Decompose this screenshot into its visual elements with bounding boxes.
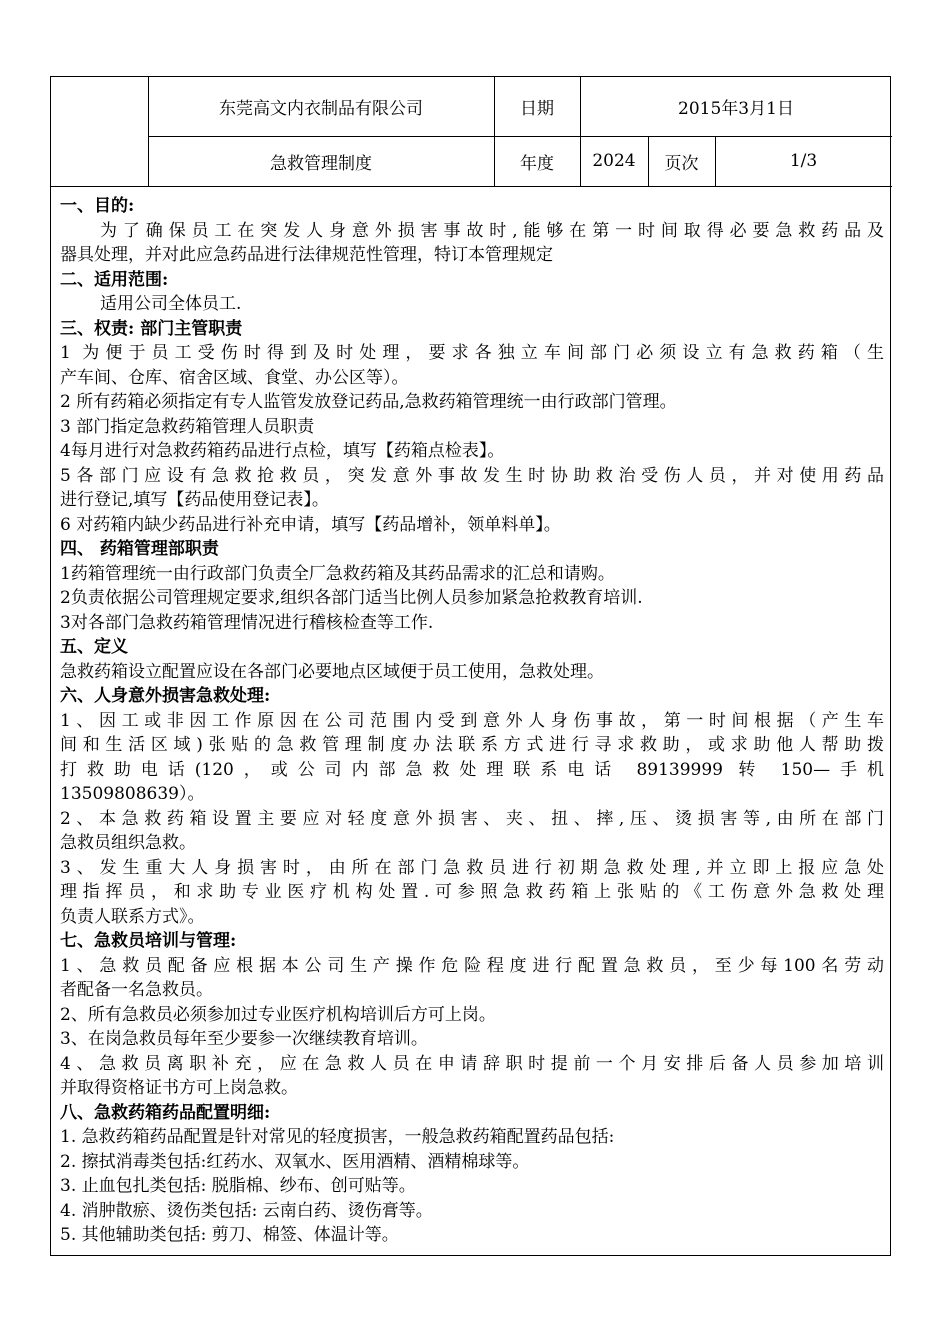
body-line: 并取得资格证书方可上岗急救。 [60,1078,298,1098]
body-line: 3 部门指定急救药箱管理人员职责 [60,416,315,437]
body-line: 3、在岗急救员每年至少要参一次继续教育培训。 [60,1029,428,1049]
body-line: 1药箱管理统一由行政部门负责全厂急救药箱及其药品需求的汇总和请购。 [60,563,615,584]
body-line: 者配备一名急救员。 [60,980,213,1000]
document-body [60,194,884,1248]
body-line: 2 所有药箱必须指定有专人监管发放登记药品,急救药箱管理统一由行政部门管理。 [60,392,677,412]
body-line: 2负责依据公司管理规定要求,组织各部门适当比例人员参加紧急抢救教育培训. [60,588,643,608]
body-line: 1、急救员配备应根据本公司生产操作危险程度进行配置急救员，至少每100名劳动 [60,955,884,976]
body-line: 2、所有急救员必须参加过专业医疗机构培训后方可上岗。 [60,1004,496,1025]
section-heading: 二、适用范围: [60,269,169,290]
body-line: 4. 消肿散瘀、烫伤类包括: 云南白药、烫伤膏等。 [60,1200,433,1221]
body-line: 6 对药箱内缺少药品进行补充申请，填写【药品增补，领单料单】。 [60,514,561,535]
body-line: 2、本急救药箱设置主要应对轻度意外损害、夹、扭、摔,压、烫损害等,由所在部门 [60,808,884,829]
section-heading: 四、 药箱管理部职责 [60,539,219,559]
body-line: 间和生活区域)张贴的急救管理制度办法联系方式进行寻求救助，或求助他人帮助拨 [60,735,884,755]
body-line: 1、因工或非因工作原因在公司范围内受到意外人身伤事故，第一时间根据（产生车 [60,710,884,731]
body-line: 为了确保员工在突发人身意外损害事故时,能够在第一时间取得必要急救药品及 [100,220,884,241]
company-name: 东莞高文内衣制品有限公司 [219,99,423,119]
section-heading: 七、急救员培训与管理: [60,931,237,951]
section-heading: 八、急救药箱药品配置明细: [60,1102,271,1123]
body-line: 3、发生重大人身损害时，由所在部门急救员进行初期急救处理,并立即上报应急处 [60,857,884,878]
page-value: 1/3 [789,151,818,171]
section-heading: 六、人身意外损害急救处理: [60,686,271,706]
body-line: 5. 其他辅助类包括: 剪刀、棉签、体温计等。 [60,1225,399,1245]
section-heading: 五、定义 [60,637,128,657]
year-value: 2024 [592,151,636,171]
body-line: 器具处理，并对此应急药品进行法律规范性管理，特订本管理规定 [60,245,553,265]
document-title: 急救管理制度 [270,153,372,174]
body-line: 急救药箱设立配置应设在各部门必要地点区域便于员工使用，急救处理。 [60,661,604,682]
body-line: 进行登记,填写【药品使用登记表】。 [60,490,329,510]
body-line: 适用公司全体员工. [100,294,242,314]
section-heading: 三、权责: 部门主管职责 [60,318,243,339]
body-line: 急救员组织急救。 [60,833,196,853]
body-line: 5各部门应设有急救抢救员，突发意外事故发生时协助救治受伤人员，并对使用药品 [60,465,884,486]
year-label: 年度 [520,153,554,174]
page-label: 页次 [664,153,699,174]
body-line: 4、急救员离职补充，应在急救人员在申请辞职时提前一个月安排后备人员参加培训 [60,1053,884,1074]
body-line: 产车间、仓库、宿舍区域、食堂、办公区等）。 [60,367,409,388]
date-value: 2015年3月1日 [678,99,794,119]
body-line: 1. 急救药箱药品配置是针对常见的轻度损害，一般急救药箱配置药品包括: [60,1127,615,1147]
body-line: 3对各部门急救药箱管理情况进行稽核检查等工作. [60,612,434,633]
header-divider [51,186,892,187]
date-label: 日期 [520,99,554,119]
body-line: 负责人联系方式》。 [60,906,205,927]
body-line: 打救助电话(120，或公司内部急救处理联系电话 89139999 转 150—手机 [60,759,884,780]
body-line: 4每月进行对急救药箱药品进行点检，填写【药箱点检表】。 [60,441,505,461]
body-line: 2. 擦拭消毒类包括:红药水、双氧水、医用酒精、酒精棉球等。 [60,1151,530,1172]
body-line: 理指挥员，和求助专业医疗机构处置.可参照急救药箱上张贴的《工伤意外急救处理 [60,882,884,902]
section-heading: 一、目的: [60,196,135,216]
body-line: 1 为便于员工受伤时得到及时处理，要求各独立车间部门必须设立有急救药箱（生 [60,343,884,363]
body-line: 3. 止血包扎类包括: 脱脂棉、纱布、创可贴等。 [60,1176,416,1196]
body-line: 13509808639）。 [60,784,205,804]
